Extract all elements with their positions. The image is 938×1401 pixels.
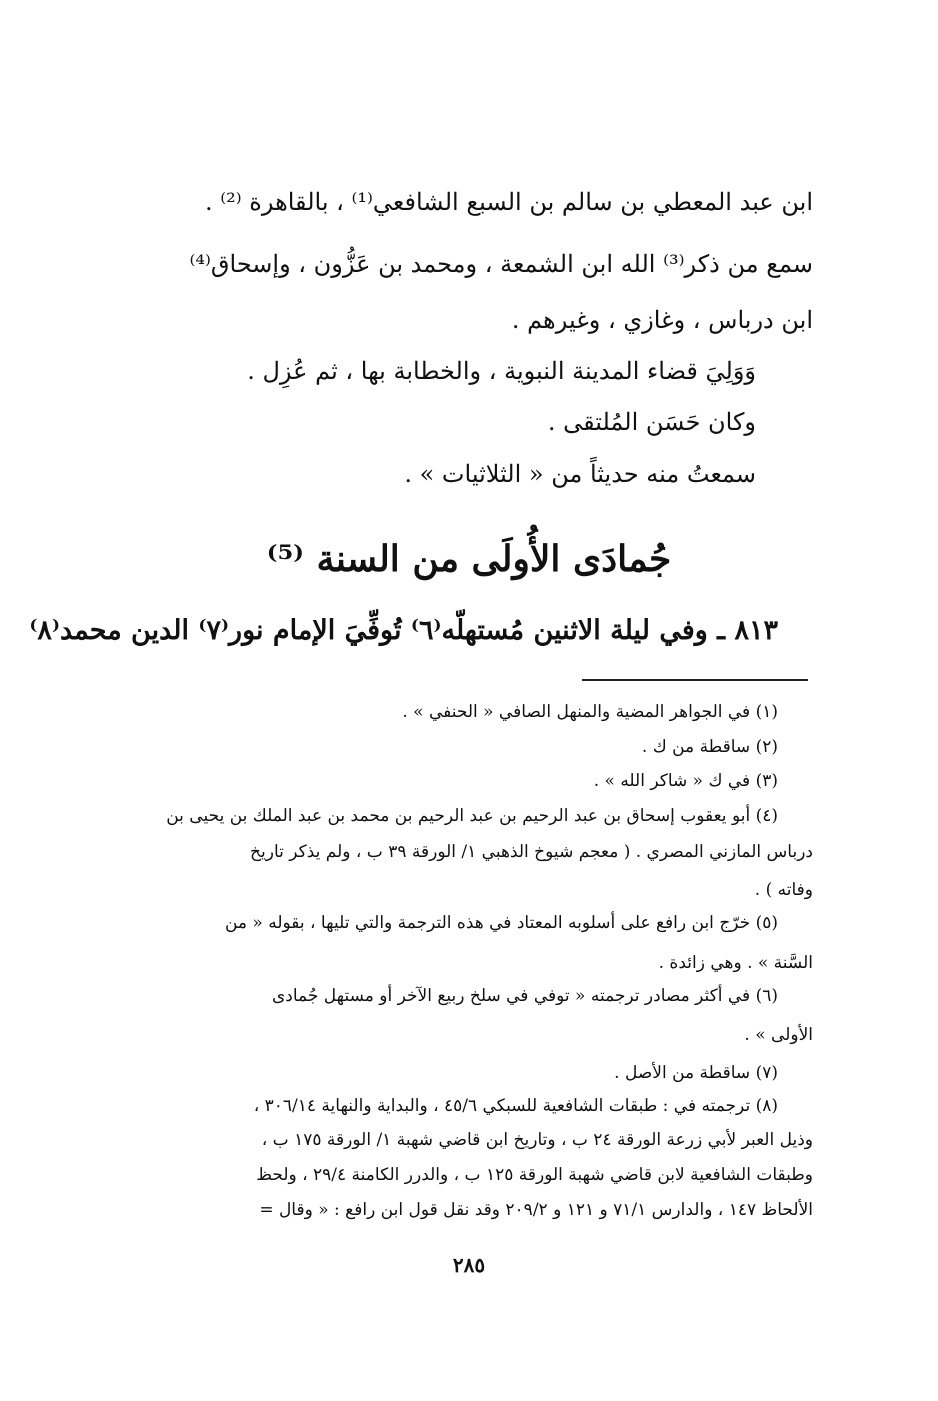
body-line-4: وَوَلِيَ قضاء المدينة النبوية ، والخطابة بها ، ثم عُزِل .: [247, 357, 756, 385]
body-line-2: سمع من ذكر⁽³⁾ الله ابن الشمعة ، ومحمد بن عَزُّون ، وإسحاق⁽⁴⁾: [189, 250, 813, 278]
footnote-4-line-3: وفاته ) .: [754, 880, 813, 900]
footnote-4-line-2: درباس المازني المصري . ( معجم شيوخ الذهبي ١/ الورقة ٣٩ ب ، ولم يذكر تاريخ: [250, 842, 813, 862]
footnote-8-line-1: (٨) ترجمته في : طبقات الشافعية للسبكي ٤٥/٦ ، والبداية والنهاية ٣٠٦/١٤ ،: [253, 1096, 778, 1116]
footnote-7: (٧) ساقطة من الأصل .: [614, 1063, 778, 1083]
footnote-separator: [582, 679, 808, 681]
footnote-8-line-4: الألحاظ ١٤٧ ، والدارس ٧١/١ و ١٢١ و ٢٠٩/٢ وقد نقل قول ابن رافع : « وقال =: [259, 1200, 813, 1220]
footnote-6-line-2: الأولى » .: [744, 1025, 813, 1045]
footnote-2: (٢) ساقطة من ك .: [641, 737, 778, 757]
footnote-8-line-3: وطبقات الشافعية لابن قاضي شهبة الورقة ١٢٥ ب ، والدرر الكامنة ٢٩/٤ ، ولحظ: [256, 1165, 813, 1185]
section-heading: جُمادَى الأُولَى من السنة ⁽⁵⁾: [266, 538, 672, 580]
footnote-3: (٣) في ك « شاكر الله » .: [593, 771, 778, 791]
footnote-8-line-2: وذيل العبر لأبي زرعة الورقة ٢٤ ب ، وتاريخ ابن قاضي شهبة ١/ الورقة ١٧٥ ب ،: [261, 1130, 813, 1150]
footnote-6-line-1: (٦) في أكثر مصادر ترجمته « توفي في سلخ ربيع الآخر أو مستهل جُمادى: [271, 986, 778, 1006]
body-line-5: وكان حَسَن المُلتقى .: [547, 408, 756, 436]
footnote-4-line-1: (٤) أبو يعقوب إسحاق بن عبد الرحيم بن عبد الرحيم بن محمد بن عبد الملك بن يحيى بن: [166, 806, 778, 826]
body-line-3: ابن درباس ، وغازي ، وغيرهم .: [511, 306, 813, 334]
footnote-1: (١) في الجواهر المضية والمنهل الصافي « الحنفي » .: [402, 702, 778, 722]
footnote-5-line-1: (٥) خرّج ابن رافع على أسلوبه المعتاد في هذه الترجمة والتي تليها ، بقوله « من: [224, 913, 778, 933]
footnote-5-line-2: السَّنة » . وهي زائدة .: [658, 953, 813, 973]
body-line-6: سمعتُ منه حديثاً من « الثلاثيات » .: [404, 460, 756, 488]
entry-line: ٨١٣ ـ وفي ليلة الاثنين مُستهلّه⁽٦⁾ تُوفِّيَ الإمام نور⁽٧⁾ الدين محمد⁽٨⁾: [29, 615, 778, 646]
page-number: ٢٨٥: [452, 1253, 486, 1277]
body-line-1: ابن عبد المعطي بن سالم بن السبع الشافعي⁽¹⁾ ، بالقاهرة ⁽²⁾ .: [204, 188, 813, 216]
